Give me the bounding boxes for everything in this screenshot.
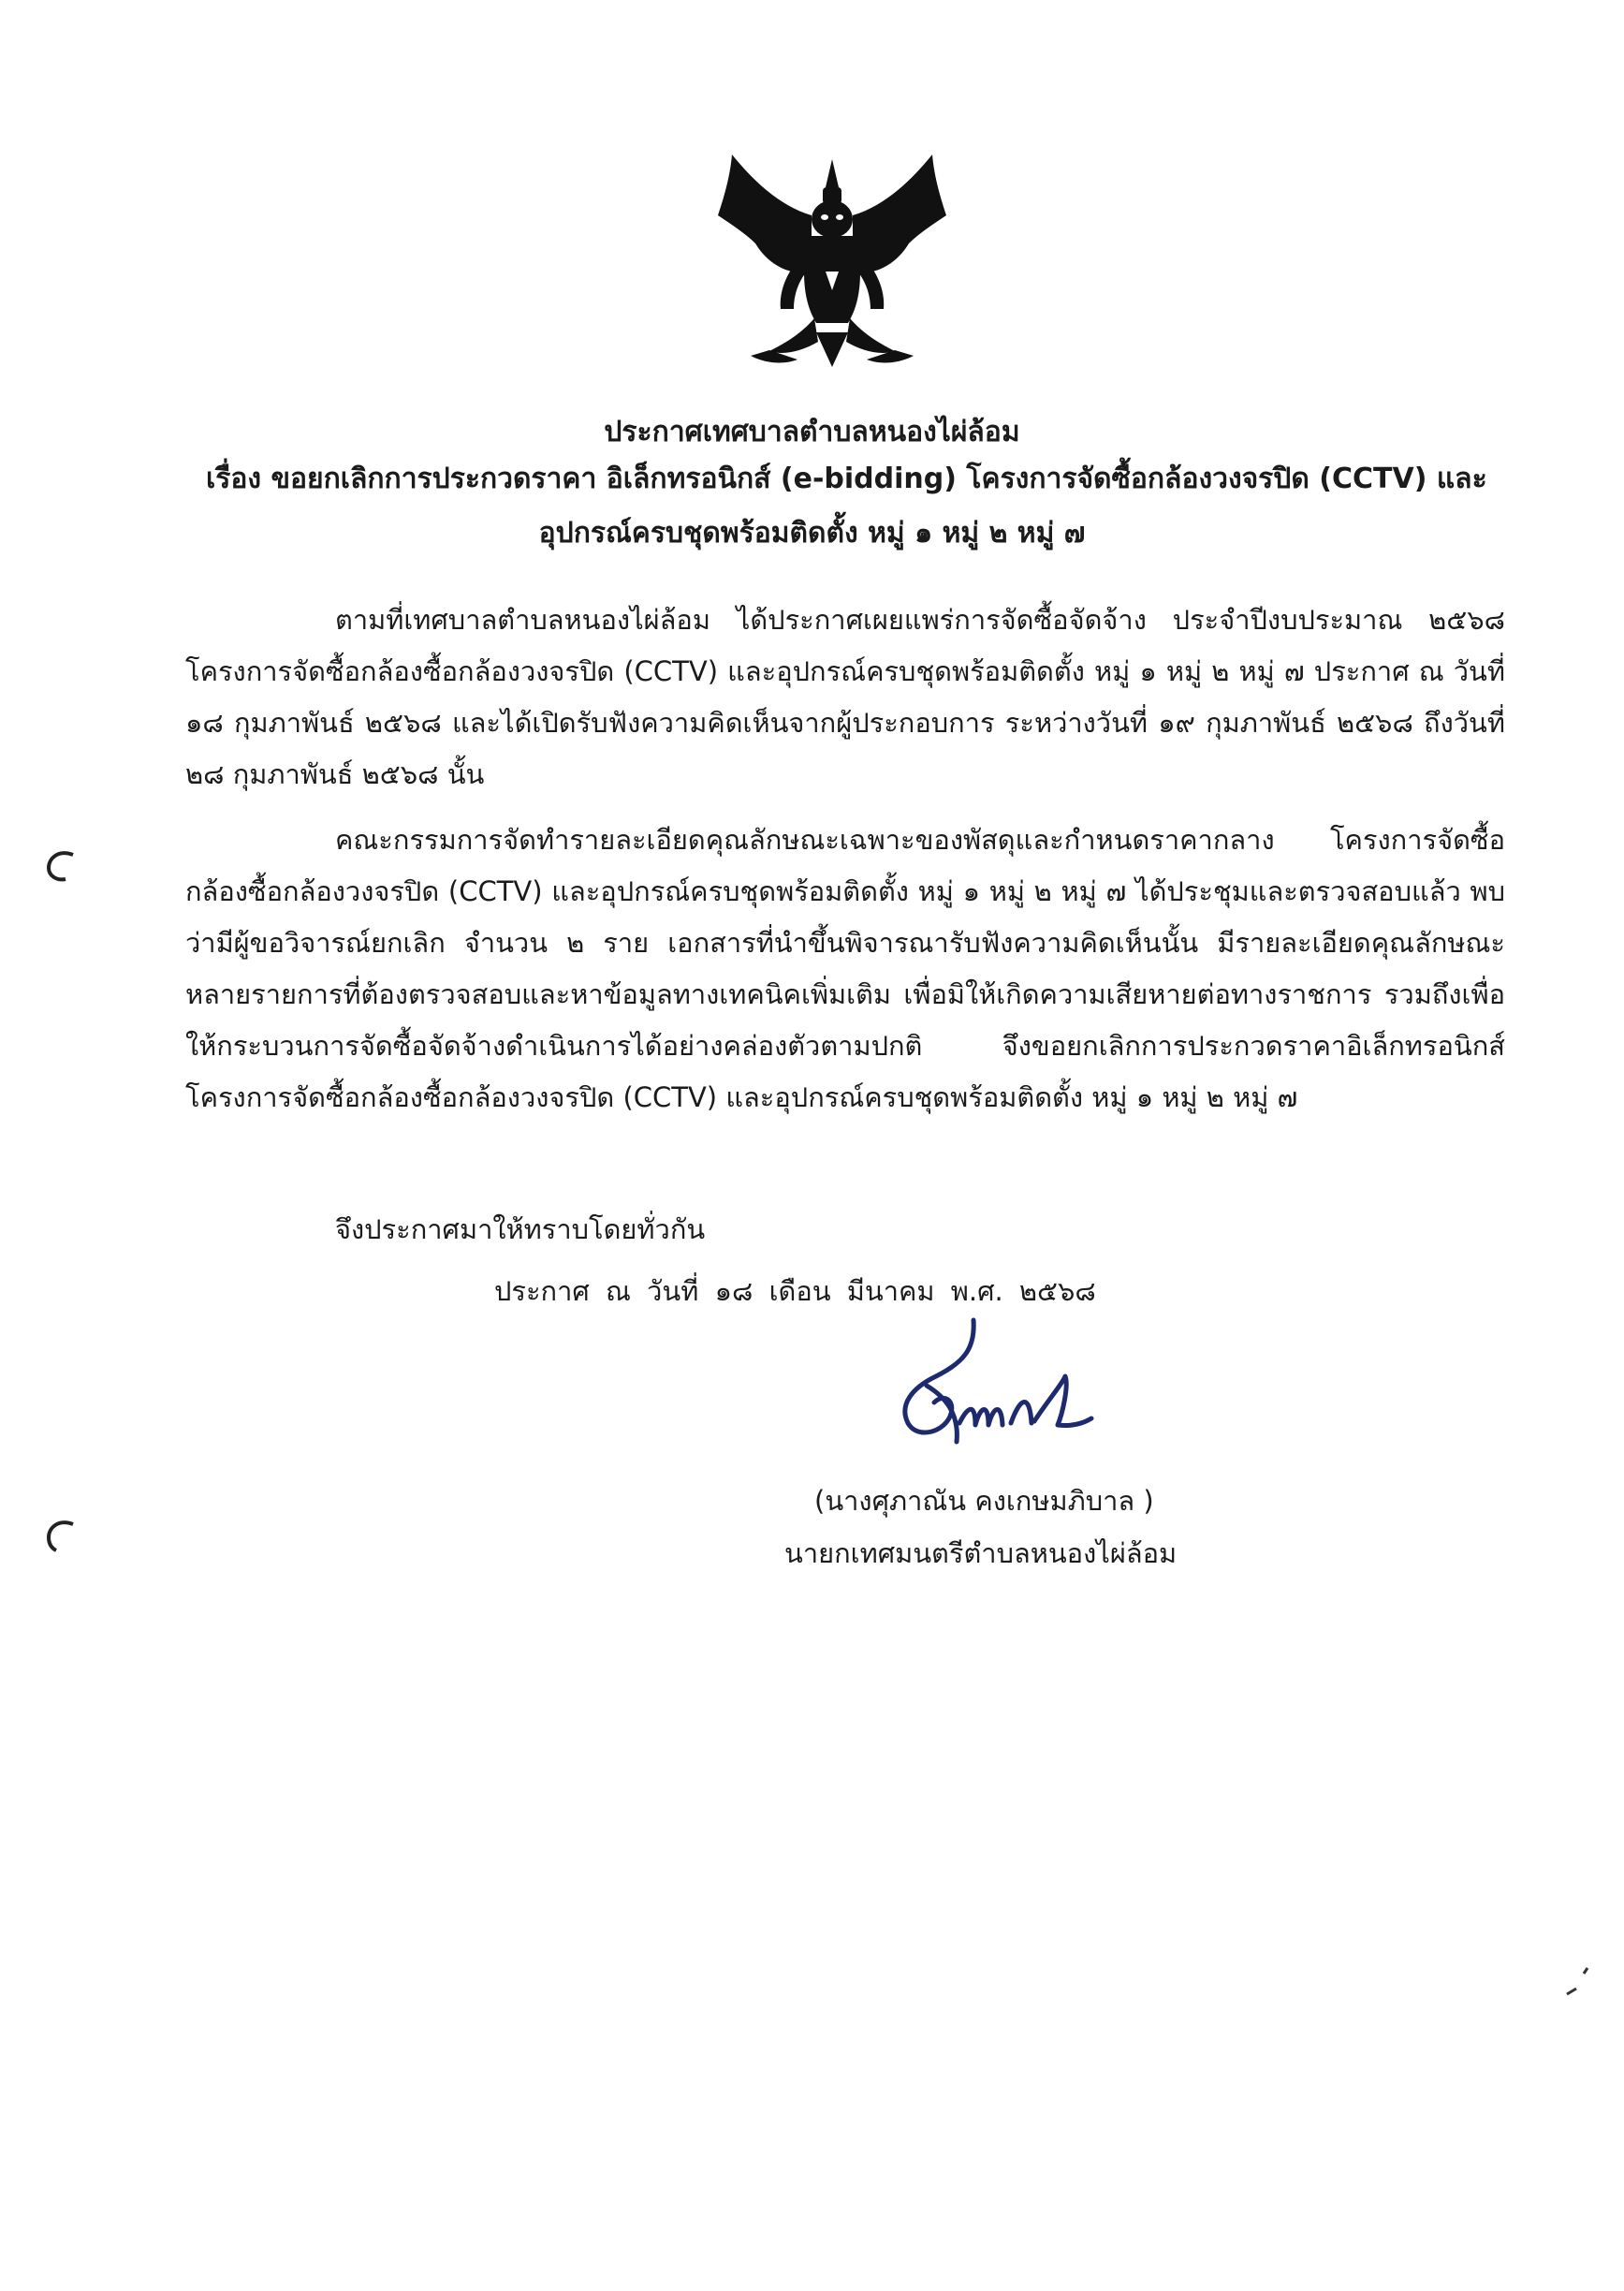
punch-hole-mark (45, 1517, 77, 1554)
subject-line-1: เรื่อง ขอยกเลิกการประกวดราคา อิเล็กทรอนิกส์ (e-bidding) โครงการจัดซื้อกล้องวงจรปิด (CCTV) และ (206, 463, 1487, 495)
handwritten-signature (871, 1311, 1105, 1470)
closing-notice: จึงประกาศมาให้ทราบโดยทั่วกัน (335, 1213, 706, 1245)
body-paragraph-1 (185, 595, 1505, 800)
body-paragraph-1-text: ตามที่เทศบาลตำบลหนองไผ่ล้อม ได้ประกาศเผยแพร่การจัดซื้อจัดจ้าง ประจำปีงบประมาณ ๒๕๖๘ โครงการจัดซื้อกล้องซื้อกล้องวงจรปิด (CCTV) และอุปกรณ์ครบชุดพร้อมติดตั้ง หมู่ ๑ หมู่ ๒ หมู่ ๗ ประกาศ ณ วันที่ ๑๘ กุมภาพันธ์ ๒๕๖๘ และได้เปิดรับฟังความคิดเห็นจากผู้ประกอบการ ระหว่างวันที่ ๑๙ กุมภาพันธ์ ๒๕๖๘ ถึงวันที่ ๒๘ กุมภาพันธ์ ๒๕๖๘ นั้น (185, 604, 1505, 790)
body-paragraph-2-text: คณะกรรมการจัดทำรายละเอียดคุณลักษณะเฉพาะของพัสดุและกำหนดราคากลาง โครงการจัดซื้อกล้องซื้อกล้องวงจรปิด (CCTV) และอุปกรณ์ครบชุดพร้อมติดตั้ง หมู่ ๑ หมู่ ๒ หมู่ ๗ ได้ประชุมและตรวจสอบแล้ว พบว่ามีผู้ขอวิจารณ์ยกเลิก จำนวน ๒ ราย เอกสารที่นำขึ้นพิจารณารับฟังความคิดเห็นนั้น มีรายละเอียดคุณลักษณะหลายรายการที่ต้องตรวจสอบและหาข้อมูลทางเทคนิคเพิ่มเติม เพื่อมิให้เกิดความเสียหายต่อทางราชการ รวมถึงเพื่อให้กระบวนการจัดซื้อจัดจ้างดำเนินการได้อย่างคล่องตัวตามปกติ จึงขอยกเลิกการประกวดราคาอิเล็กทรอนิกส์ โครงการจัดซื้อกล้องซื้อกล้องวงจรปิด (CCTV) และอุปกรณ์ครบชุดพร้อมติดตั้ง หมู่ ๑ หมู่ ๒ หมู่ ๗ (185, 824, 1505, 1113)
body-paragraph-2 (185, 815, 1505, 1123)
punch-hole-mark (45, 847, 77, 885)
subject-line-2: อุปกรณ์ครบชุดพร้อมติดตั้ง หมู่ ๑ หมู่ ๒ หมู่ ๗ (538, 517, 1086, 550)
scan-speck (1563, 1966, 1591, 2004)
garuda-emblem-icon (713, 150, 951, 374)
issuer-title: ประกาศเทศบาลตำบลหนองไผ่ล้อม (604, 416, 1020, 448)
signatory-name: (นางศุภาณัน คงเกษมภิบาล ) (814, 1485, 1154, 1517)
announcement-date: ประกาศ ณ วันที่ ๑๘ เดือน มีนาคม พ.ศ. ๒๕๖๘ (494, 1275, 1096, 1307)
signatory-position: นายกเทศมนตรีตำบลหนองไผ่ล้อม (784, 1537, 1178, 1569)
